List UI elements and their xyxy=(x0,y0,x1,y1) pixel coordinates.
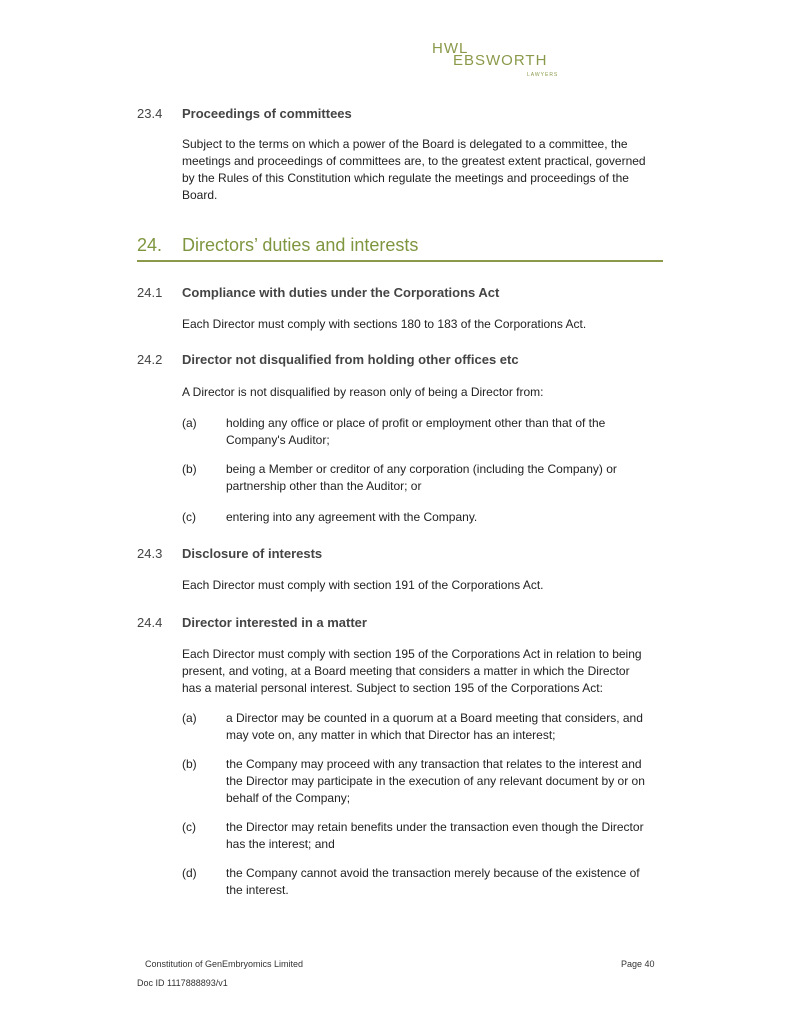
paragraph xyxy=(182,646,642,697)
doc-id: Doc ID 1117888893/v1 xyxy=(137,978,228,988)
text-line: by the Rules of this Constitution which regulate the meetings and proceedings of the xyxy=(182,171,629,185)
text-line: Board. xyxy=(182,188,218,202)
section-heading: Proceedings of committees xyxy=(182,106,352,121)
text-line: being a Member or creditor of any corporation (including the Company) or xyxy=(226,462,617,476)
text-line: has the interest; and xyxy=(226,837,335,851)
list-item: entering into any agreement with the Company. xyxy=(226,510,478,524)
chapter-number: 24. xyxy=(137,235,163,255)
paragraph xyxy=(182,136,646,204)
list-label: (c) xyxy=(182,510,196,524)
footer-title: Constitution of GenEmbryomics Limited xyxy=(145,959,304,969)
section-number: 24.1 xyxy=(137,285,163,300)
section-heading: Disclosure of interests xyxy=(182,546,323,561)
text-line: Company's Auditor; xyxy=(226,433,330,447)
list-label: (c) xyxy=(182,820,196,834)
text-line: holding any office or place of profit or employment other than that of the xyxy=(226,416,606,430)
section-number: 24.3 xyxy=(137,546,163,561)
text-line: Subject to the terms on which a power of the Board is delegated to a committee, the xyxy=(182,137,628,151)
list-item xyxy=(226,461,617,495)
text-line: behalf of the Company; xyxy=(226,791,351,805)
text-line: has a material personal interest. Subject to section 195 of the Corporations Act: xyxy=(182,681,603,695)
section-number: 24.4 xyxy=(137,615,163,630)
logo-hwl: HWL xyxy=(432,40,469,57)
text-line: the Company may proceed with any transaction that relates to the interest and xyxy=(226,757,642,771)
list-item xyxy=(226,865,640,899)
text-line: the Company cannot avoid the transaction merely because of the existence of xyxy=(226,866,640,880)
list-item xyxy=(226,710,643,744)
section-heading: Director not disqualified from holding other offices etc xyxy=(182,352,519,367)
logo-ebsworth: EBSWORTH xyxy=(453,52,548,69)
text-line: the interest. xyxy=(226,883,289,897)
list-item xyxy=(226,415,605,449)
text-line: meetings and proceedings of committees are, to the greatest extent practical, governed xyxy=(182,154,646,168)
section-number: 24.2 xyxy=(137,352,163,367)
text-line: partnership other than the Auditor; or xyxy=(226,479,422,493)
section-heading: Compliance with duties under the Corporations Act xyxy=(182,285,500,300)
list-label: (b) xyxy=(182,462,197,476)
list-item xyxy=(226,756,645,807)
list-label: (a) xyxy=(182,711,197,725)
list-label: (d) xyxy=(182,866,197,880)
text-line: Each Director must comply with section 195 of the Corporations Act in relation to being xyxy=(182,647,642,661)
chapter-heading: Directors’ duties and interests xyxy=(182,235,419,255)
logo-lawyers: LAWYERS xyxy=(527,72,559,78)
section-heading: Director interested in a matter xyxy=(182,615,367,630)
text-line: may vote on, any matter in which that Director has an interest; xyxy=(226,728,556,742)
text-line: the Director may retain benefits under the transaction even though the Director xyxy=(226,820,644,834)
hwl-ebsworth-logo xyxy=(432,40,572,80)
page-number: Page 40 xyxy=(621,959,655,969)
paragraph: A Director is not disqualified by reason only of being a Director from: xyxy=(182,385,544,399)
text-line: a Director may be counted in a quorum at a Board meeting that considers, and xyxy=(226,711,643,725)
text-line: present, and voting, at a Board meeting that considers a matter in which the Director xyxy=(182,664,630,678)
paragraph: Each Director must comply with sections 180 to 183 of the Corporations Act. xyxy=(182,317,587,331)
heading-rule xyxy=(137,260,663,262)
list-item xyxy=(226,819,644,853)
paragraph: Each Director must comply with section 191 of the Corporations Act. xyxy=(182,578,544,592)
section-number: 23.4 xyxy=(137,106,163,121)
list-label: (a) xyxy=(182,416,197,430)
list-label: (b) xyxy=(182,757,197,771)
text-line: the Director may participate in the execution of any relevant document by or on xyxy=(226,774,645,788)
